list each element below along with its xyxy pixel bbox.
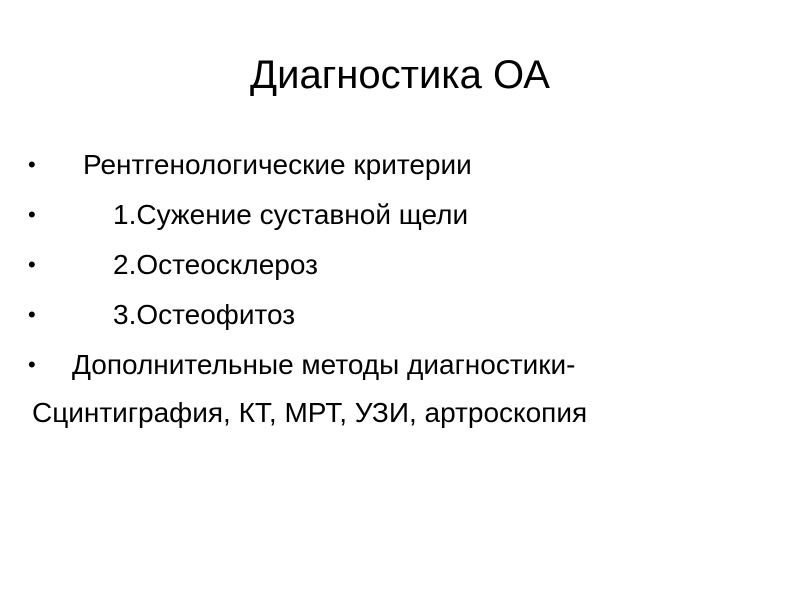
bullet-icon: • <box>28 352 36 377</box>
slide-title: Диагностика ОА <box>250 53 550 97</box>
continuation-text: Сцинтиграфия, КТ, МРТ, УЗИ, артроскопия <box>32 397 588 428</box>
bullet-text: Рентгенологические критерии <box>83 149 472 180</box>
bullet-icon: • <box>28 152 36 177</box>
bullet-text: Дополнительные методы диагностики- <box>72 349 576 380</box>
bullet-icon: • <box>28 252 36 277</box>
bullet-icon: • <box>28 302 36 327</box>
bullet-text: 2.Остеосклероз <box>113 249 318 280</box>
bullet-icon: • <box>28 202 36 227</box>
bullet-text: 1.Сужение суставной щели <box>113 199 469 230</box>
bullet-text: 3.Остеофитоз <box>113 299 296 330</box>
